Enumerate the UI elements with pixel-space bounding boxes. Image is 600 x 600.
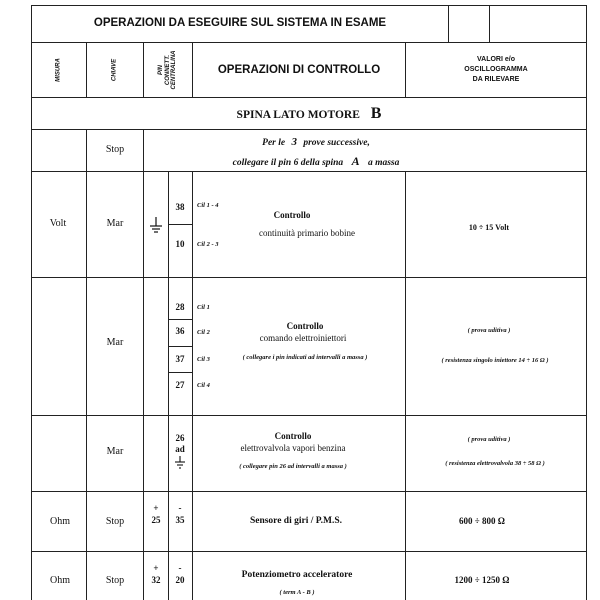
benzina-valore-1: ( prova uditiva ) (467, 436, 511, 443)
benzina-pin-2: ad (175, 444, 185, 454)
benzina-row-chiave: Mar (106, 446, 124, 457)
stop-row-note-letter: A (351, 153, 360, 168)
iniettori-title: Controllo (286, 321, 324, 331)
stop-row-note-line1-pre: Per le (262, 138, 286, 148)
iniettori-valore-1: ( prova uditiva ) (467, 327, 511, 334)
giri-sign-neg: - (178, 503, 182, 513)
bobine-pin-a: 38 (175, 202, 185, 212)
stop-row-note-line2-post: a massa (367, 157, 400, 168)
iniettori-desc: comando elettroiniettori (259, 333, 347, 343)
section-title (237, 105, 382, 123)
potenziometro-row-chiave: Stop (105, 575, 125, 586)
potenziometro-sign-neg: - (178, 563, 182, 573)
benzina-desc: elettrovalvola vapori benzina (240, 443, 346, 453)
col-header-operazioni: OPERAZIONI DI CONTROLLO (217, 64, 381, 76)
iniettori-valore-2: ( resistenza singolo iniettore 14 ÷ 16 Ω ) (441, 357, 549, 364)
col-header-pin-line2: CONNETT. (164, 54, 171, 86)
benzina-pin-1: 26 (175, 433, 185, 443)
bobine-desc: continuità primario bobine (259, 228, 355, 238)
potenziometro-pin-neg: 20 (175, 575, 185, 585)
col-header-valori (464, 55, 527, 84)
giri-row-misura: Ohm (50, 516, 70, 527)
iniettori-row-chiave: Mar (106, 337, 124, 348)
iniettori-cil-4: Cil 4 (197, 382, 210, 389)
sheet-title: OPERAZIONI DA ESEGUIRE SUL SISTEMA IN ESAME (93, 17, 387, 29)
col-header-misura: MISURA (55, 58, 62, 82)
stop-row-note-line2-pre: collegare il pin 6 della spina (232, 157, 344, 168)
col-header-pin-line1: PIN (158, 65, 165, 76)
section-title-letter: B (370, 105, 382, 122)
col-header-chiave: CHIAVE (111, 58, 118, 82)
giri-pin-neg: 35 (175, 515, 185, 525)
stop-row-note (233, 134, 400, 171)
potenziometro-valore: 1200 ÷ 1250 Ω (454, 575, 510, 585)
bobine-valore: 10 ÷ 15 Volt (468, 223, 510, 232)
giri-sign-pos: + (153, 503, 159, 513)
iniettori-pin-1: 28 (175, 302, 185, 312)
giri-pin-pos: 25 (151, 515, 161, 525)
col-header-valori-line3: DA RILEVARE (472, 75, 520, 83)
stop-row-chiave: Stop (105, 144, 125, 155)
giri-valore: 600 ÷ 800 Ω (459, 516, 505, 526)
benzina-valore-2: ( resistenza elettrovalvola 38 ÷ 58 Ω ) (445, 460, 545, 467)
bobine-row-chiave: Mar (106, 218, 124, 229)
iniettori-pin-2: 36 (175, 326, 185, 336)
potenziometro-title: Potenziometro acceleratore (241, 570, 353, 580)
iniettori-pin-3: 37 (175, 354, 185, 364)
bobine-title: Controllo (273, 210, 311, 220)
stop-row-note-line1-post: prove successive, (303, 138, 370, 148)
stop-row-note-num: 3 (291, 136, 297, 148)
bobine-pin-b: 10 (175, 239, 185, 249)
iniettori-note: ( collegare i pin indicati ad intervalli a massa ) (242, 354, 368, 361)
bobine-cil-b: Cil 2 - 3 (197, 241, 219, 248)
iniettori-cil-2: Cil 2 (197, 329, 210, 336)
col-header-pin-line3: CENTRALINA (171, 50, 178, 90)
giri-title: Sensore di giri / P.M.S. (249, 516, 343, 526)
col-header-pin (158, 51, 178, 90)
ground-symbol-icon (174, 456, 186, 470)
benzina-title: Controllo (274, 431, 312, 441)
benzina-note: ( collegare pin 26 ad intervalli a massa ) (239, 463, 347, 470)
iniettori-pin-4: 27 (175, 380, 185, 390)
potenziometro-pin-pos: 32 (151, 575, 161, 585)
bobine-row-misura: Volt (49, 218, 67, 229)
section-title-text: SPINA LATO MOTORE (236, 109, 360, 121)
potenziometro-note: ( term A - B ) (279, 589, 315, 596)
giri-row-chiave: Stop (105, 516, 125, 527)
iniettori-cil-3: Cil 3 (197, 356, 210, 363)
stop-row-note-line1 (233, 134, 400, 152)
col-header-valori-line1: VALORI e/o (477, 56, 515, 63)
potenziometro-sign-pos: + (153, 563, 159, 573)
ground-symbol-icon (149, 217, 163, 235)
iniettori-cil-1: Cil 1 (197, 304, 210, 311)
stop-row-note-line2 (233, 152, 400, 171)
bobine-cil-a: Cil 1 - 4 (197, 202, 219, 209)
col-header-valori-line2: OSCILLOGRAMMA (464, 65, 528, 73)
potenziometro-row-misura: Ohm (50, 575, 70, 586)
